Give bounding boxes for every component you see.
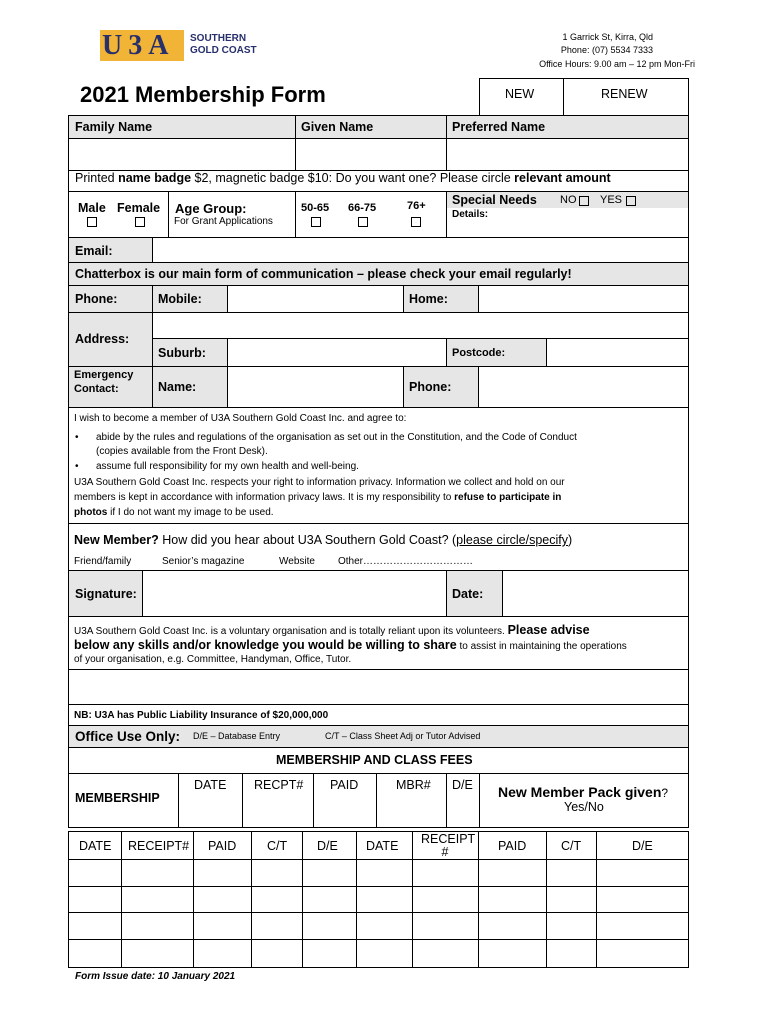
office-use-label: Office Use Only:	[75, 729, 181, 744]
fees-col-paid: PAID	[330, 778, 359, 792]
suburb-field[interactable]	[228, 339, 446, 366]
agreement-bullet-2: assume full responsibility for my own health and well-being.	[96, 461, 359, 472]
hear-option-website[interactable]: Website	[279, 556, 315, 567]
family-name-label: Family Name	[75, 120, 153, 134]
special-no-label: NO	[560, 194, 577, 206]
insurance-note: NB: U3A has Public Liability Insurance of $20,000,000	[74, 710, 329, 721]
preferred-name-field[interactable]	[447, 139, 688, 170]
fees-col-mbr: MBR#	[396, 778, 431, 792]
new-option[interactable]: NEW	[505, 87, 535, 101]
special-yes-label: YES	[600, 194, 623, 206]
volunteer-line-2: below any skills and/or knowledge you would be willing to share to assist in maintaining the operations	[74, 638, 627, 652]
volunteer-line-3: of your organisation, e.g. Committee, Handyman, Office, Tutor.	[74, 654, 352, 665]
hear-option-friend[interactable]: Friend/family	[74, 556, 132, 567]
class-col-receipt-2: RECEIPT #	[421, 832, 476, 859]
female-checkbox[interactable]	[135, 217, 145, 227]
fees-title: MEMBERSHIP AND CLASS FEES	[276, 753, 473, 767]
class-col-date-2: DATE	[366, 839, 399, 853]
skills-field[interactable]	[69, 670, 688, 704]
emergency-phone-field[interactable]	[479, 367, 688, 407]
office-de-note: D/E – Database Entry	[193, 731, 281, 741]
age-option-50-65: 50-65	[301, 202, 330, 214]
signature-date-field[interactable]	[503, 571, 688, 616]
postcode-label: Postcode:	[452, 347, 506, 359]
fees-col-date: DATE	[194, 778, 227, 792]
bullet-1: •	[75, 432, 79, 443]
female-label: Female	[117, 201, 161, 215]
agreement-bullet-1: abide by the rules and regulations of the organisation as set out in the Constitution, and the Code of Conduct	[96, 432, 577, 443]
male-label: Male	[78, 201, 106, 215]
email-field[interactable]	[153, 238, 688, 262]
u3a-logo: U3A SOUTHERN GOLD COAST	[102, 30, 257, 61]
email-label: Email:	[75, 244, 113, 258]
home-phone-field[interactable]	[479, 286, 688, 312]
age-option-66-75: 66-75	[348, 202, 377, 214]
privacy-line-2: members is kept in accordance with information privacy laws. It is my responsibility to refuse to participate in	[74, 492, 562, 503]
privacy-line-3: photos if I do not want my image to be used.	[74, 507, 274, 518]
male-checkbox[interactable]	[87, 217, 97, 227]
emergency-name-field[interactable]	[228, 367, 403, 407]
class-col-de-2: D/E	[632, 839, 653, 853]
age-group-label: Age Group:	[175, 201, 247, 216]
age-group-note: For Grant Applications	[174, 216, 273, 227]
emergency-label-line1: Emergency	[74, 369, 134, 381]
class-col-ct-2: C/T	[561, 839, 582, 853]
office-ct-note: C/T – Class Sheet Adj or Tutor Advised	[325, 731, 481, 741]
fees-col-de: D/E	[452, 778, 473, 792]
family-name-field[interactable]	[69, 139, 295, 170]
signature-field[interactable]	[143, 571, 446, 616]
postcode-field[interactable]	[547, 339, 688, 366]
form-issue-date: Form Issue date: 10 January 2021	[75, 971, 236, 982]
hear-option-other[interactable]: Other……………………………	[338, 556, 474, 567]
bullet-2: •	[75, 461, 79, 472]
age-option-76-plus: 76+	[407, 200, 426, 212]
suburb-label: Suburb:	[158, 346, 206, 360]
volunteer-line-1: U3A Southern Gold Coast Inc. is a voluntary organisation and is totally reliant upon its volunteers. Please advise	[74, 623, 590, 637]
special-no-checkbox[interactable]	[579, 196, 589, 206]
given-name-field[interactable]	[296, 139, 446, 170]
age-76-plus-checkbox[interactable]	[411, 217, 421, 227]
address-field[interactable]	[153, 313, 688, 338]
class-col-paid-2: PAID	[498, 839, 527, 853]
given-name-label: Given Name	[301, 120, 374, 134]
office-hours: Office Hours: 9.00 am – 12 pm Mon-Fri	[539, 59, 695, 69]
class-col-date-1: DATE	[79, 839, 112, 853]
privacy-line-1: U3A Southern Gold Coast Inc. respects your right to information privacy. Information we collect and hold on our	[74, 477, 565, 488]
signature-label: Signature:	[75, 587, 137, 601]
age-50-65-checkbox[interactable]	[311, 217, 321, 227]
emergency-label-line2: Contact:	[74, 383, 119, 395]
member-pack-label: New Member Pack given?	[498, 784, 669, 800]
emergency-name-label: Name:	[158, 380, 197, 394]
preferred-name-label: Preferred Name	[452, 120, 546, 134]
badge-line: Printed name badge $2, magnetic badge $10: Do you want one? Please circle relevant amount	[75, 171, 611, 185]
class-col-receipt-1: RECEIPT#	[128, 839, 190, 853]
home-label: Home:	[409, 292, 448, 306]
phone-label: Phone:	[75, 292, 118, 306]
mobile-field[interactable]	[228, 286, 403, 312]
member-pack-yesno[interactable]: Yes/No	[564, 800, 604, 814]
signature-date-label: Date:	[452, 587, 484, 601]
agreement-intro: I wish to become a member of U3A Southern Gold Coast Inc. and agree to:	[74, 413, 407, 424]
hear-option-magazine[interactable]: Senior’s magazine	[162, 556, 245, 567]
class-col-de-1: D/E	[317, 839, 338, 853]
office-address: 1 Garrick St, Kirra, Qld	[562, 32, 653, 42]
fees-col-recpt: RECPT#	[254, 778, 304, 792]
emergency-phone-label: Phone:	[409, 380, 452, 394]
special-needs-label: Special Needs	[452, 193, 537, 207]
chatterbox-notice: Chatterbox is our main form of communication – please check your email regularly!	[75, 267, 572, 281]
mobile-label: Mobile:	[158, 292, 202, 306]
special-yes-checkbox[interactable]	[626, 196, 636, 206]
special-details-label: Details:	[452, 209, 489, 220]
age-66-75-checkbox[interactable]	[358, 217, 368, 227]
membership-label: MEMBERSHIP	[75, 791, 160, 805]
form-title: 2021 Membership Form	[80, 82, 326, 107]
class-col-ct-1: C/T	[267, 839, 288, 853]
hear-question: New Member? How did you hear about U3A Southern Gold Coast? (please circle/specify)	[74, 533, 573, 547]
class-col-paid-1: PAID	[208, 839, 237, 853]
address-label: Address:	[75, 332, 130, 346]
agreement-bullet-1-cont: (copies available from the Front Desk).	[96, 446, 268, 457]
office-phone: Phone: (07) 5534 7333	[560, 45, 653, 55]
renew-option[interactable]: RENEW	[601, 87, 648, 101]
